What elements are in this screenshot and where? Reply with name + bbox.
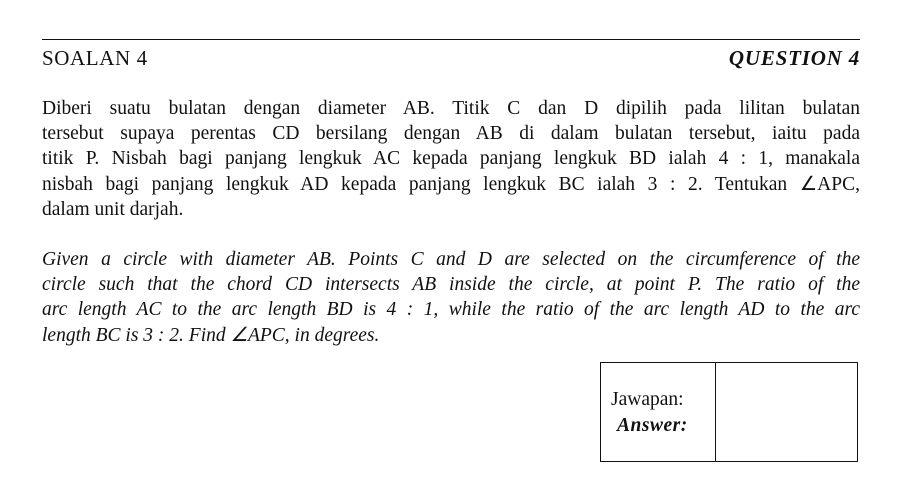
answer-label-english: Answer: xyxy=(617,415,688,436)
answer-box xyxy=(600,362,858,462)
question-line: Given a circle with diameter AB. Points C and D are selected on the circumference of the xyxy=(42,249,860,270)
question-header xyxy=(42,44,860,74)
question-label-english: QUESTION 4 xyxy=(728,46,860,70)
question-line: tersebut supaya perentas CD bersilang dengan AB di dalam bulatan tersebut, iaitu pada xyxy=(42,123,860,145)
answer-label-malay: Jawapan: xyxy=(611,389,684,410)
question-line: arc length AC to the arc length BD is 4 : 1, while the ratio of the arc length AD to the arc xyxy=(42,299,860,321)
question-line: circle such that the chord CD intersects AB inside the circle, at point P. The ratio of the xyxy=(42,274,860,296)
question-line: titik P. Nisbah bagi panjang lengkuk AC kepada panjang lengkuk BD ialah 4 : 1, manakala xyxy=(42,148,860,170)
question-line: dalam unit darjah. xyxy=(42,198,184,220)
question-line: nisbah bagi panjang lengkuk AD kepada panjang lengkuk BC ialah 3 : 2. Tentukan ∠APC, xyxy=(42,173,860,195)
answer-field[interactable] xyxy=(716,363,857,461)
question-text-english xyxy=(42,247,860,348)
question-text-malay xyxy=(42,96,860,222)
top-rule xyxy=(42,39,860,40)
question-line: length BC is 3 : 2. Find ∠APC, in degrees. xyxy=(42,324,380,346)
question-label-malay: SOALAN 4 xyxy=(42,46,148,70)
answer-label-cell xyxy=(601,363,716,461)
question-line: Diberi suatu bulatan dengan diameter AB. Titik C dan D dipilih pada lilitan bulatan xyxy=(42,98,860,119)
